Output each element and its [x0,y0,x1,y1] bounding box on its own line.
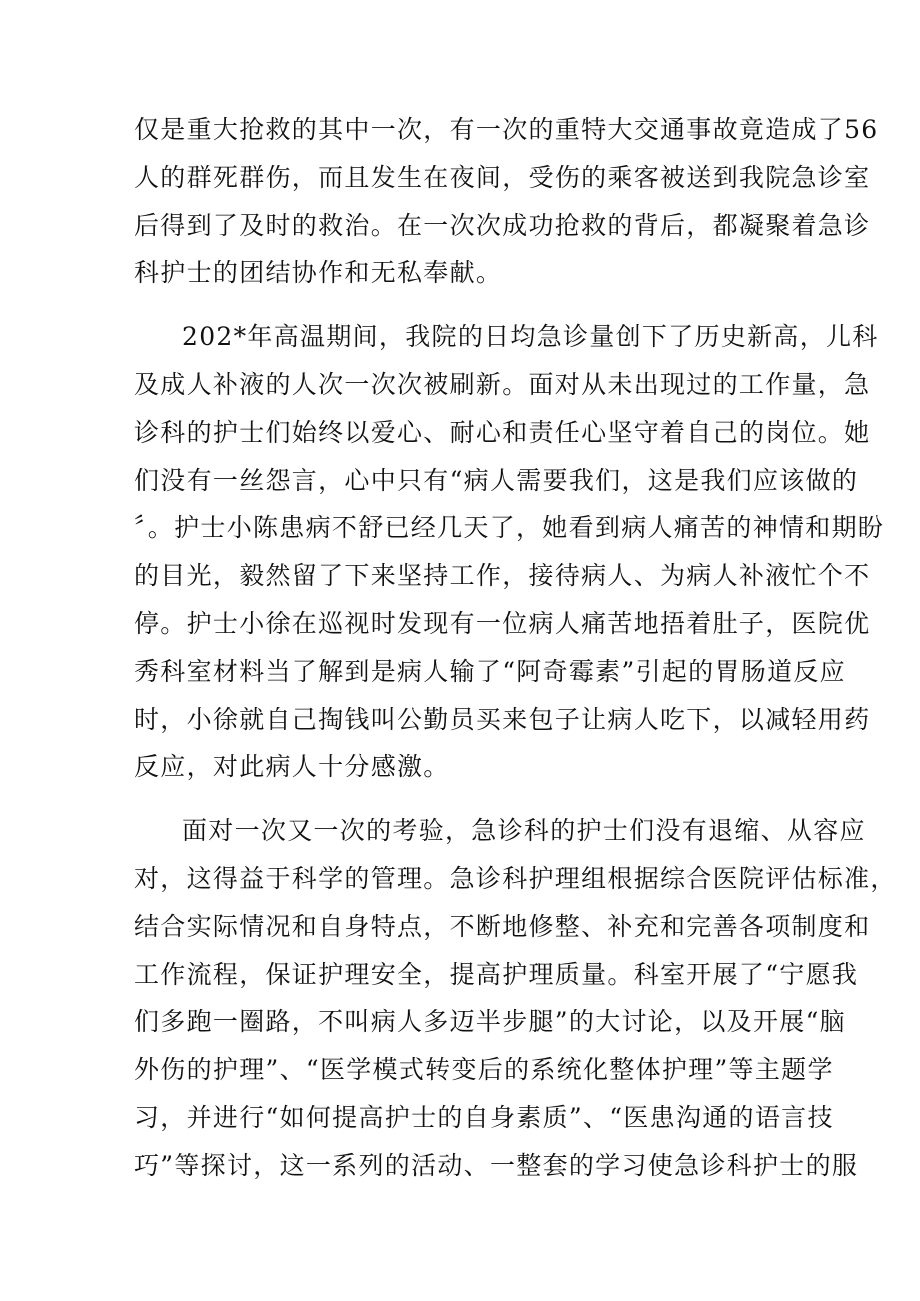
text-line: 反应，对此病人十分感激。 [134,752,450,782]
paragraph-spacer [134,791,800,807]
text-line: 诊科的护士们始终以爱心、耐心和责任心坚守着自己的岗位。她 [134,417,871,447]
text-line: 秀科室材料当了解到是病人输了“阿奇霉素”引起的胃肠道反应 [134,656,846,686]
text-line: 对，这得益于科学的管理。急诊科护理组根据综合医院评估标准， [134,863,897,893]
paragraph-1 [134,106,879,297]
text-line: 们多跑一圈路，不叫病人多迈半步腿”的大讨论，以及开展“脑 [134,1007,846,1037]
text-line: 后得到了及时的救治。在一次次成功抢救的背后，都凝聚着急诊 [134,210,871,240]
text-line: 面对一次又一次的考验，急诊科的护士们没有退缩、从容应 [182,816,866,846]
text-line: 外伤的护理”、“医学模式转变后的系统化整体护理”等主题学 [134,1055,834,1085]
text-line: 科护士的团结协作和无私奉献。 [134,258,503,288]
text-line: 结合实际情况和自身特点，不断地修整、补充和完善各项制度和 [134,911,871,941]
text-line: 人的群死群伤，而且发生在夜间，受伤的乘客被送到我院急诊室 [134,162,871,192]
text-line: 工作流程，保证护理安全，提高护理质量。科室开展了“宁愿我 [134,959,859,989]
text-line: 〞。护士小陈患病不舒已经几天了，她看到病人痛苦的神情和期盼 [134,513,885,543]
text-line: 202*年高温期间，我院的日均急诊量创下了历史新高，儿科 [182,322,879,352]
text-line: 们没有一丝怨言，心中只有“病人需要我们，这是我们应该做的 [134,465,859,495]
document-body [134,106,897,1190]
text-line: 习，并进行“如何提高护士的自身素质”、“医患沟通的语言技 [134,1102,834,1132]
text-line: 停。护士小徐在巡视时发现有一位病人痛苦地捂着肚子，医院优 [134,608,871,638]
paragraph-2 [134,313,885,791]
paragraph-spacer [134,297,800,313]
text-line: 及成人补液的人次一次次被刷新。面对从未出现过的工作量，急 [134,369,871,399]
text-line: 的目光，毅然留了下来坚持工作，接待病人、为病人补液忙个不 [134,561,871,591]
text-line: 时，小徐就自己掏钱叫公勤员买来包子让病人吃下，以减轻用药 [134,704,871,734]
text-line: 巧”等探讨，这一系列的活动、一整套的学习使急诊科护士的服 [134,1150,859,1180]
text-line: 仅是重大抢救的其中一次，有一次的重特大交通事故竟造成了56 [134,115,879,144]
paragraph-3 [134,807,897,1189]
